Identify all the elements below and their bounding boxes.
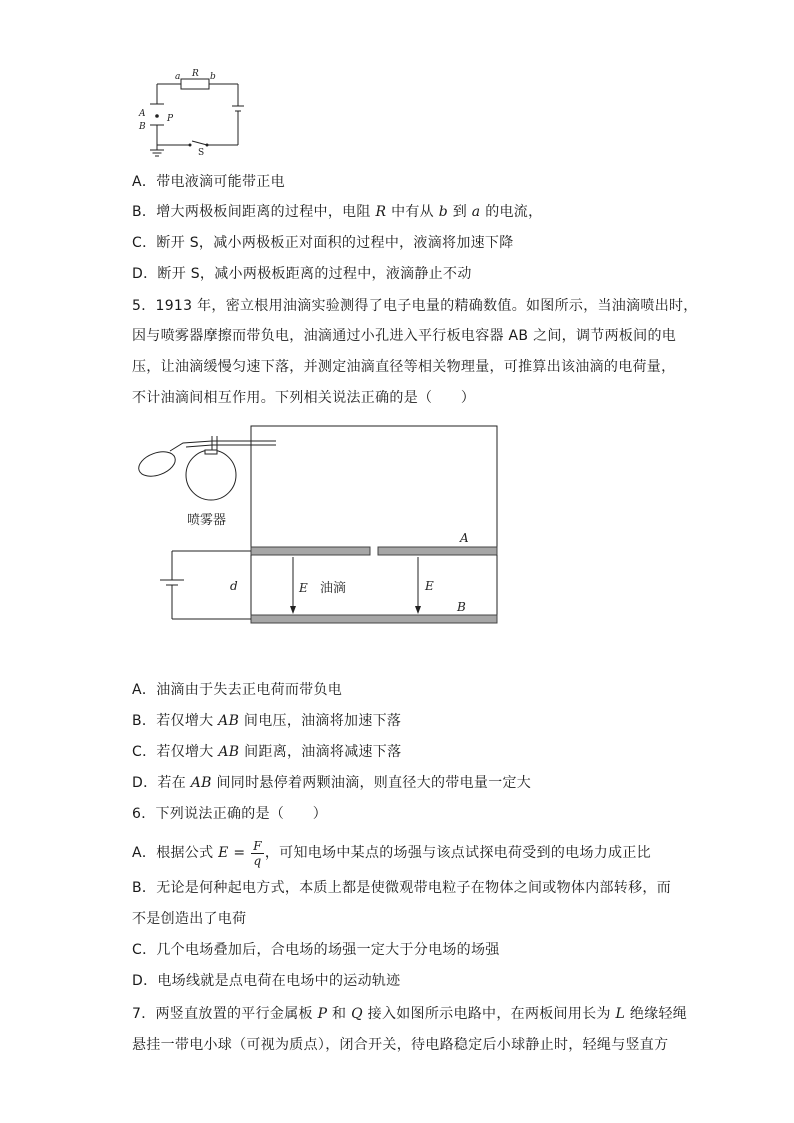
sprayer-label: 喷雾器: [187, 513, 227, 528]
q5-stem-line-4: 不计油滴间相互作用。下列相关说法正确的是（ ）: [132, 390, 476, 406]
q6-option-c: C．几个电场叠加后，合电场的场强一定大于分电场的场强: [132, 942, 500, 958]
field-E-left: E: [299, 581, 308, 595]
q5-option-d: D．若在 AB 间同时悬停着两颗油滴，则直径大的带电量一定大: [132, 775, 532, 791]
sprayer-flask: [186, 450, 236, 500]
q5-option-c: C．若仅增大 AB 间距离，油滴将减速下落: [132, 744, 402, 760]
formula-fraction: $\frac{F}{q}$: [253, 838, 262, 868]
sprayer-bulb: [135, 447, 178, 481]
q4-option-d: D．断开 S，减小两极板距离的过程中，液滴静止不动: [132, 266, 472, 282]
q6-option-a: A．根据公式 E = $\frac{F}{q}$ ，可知电场中某点的场强与该点试探电荷受到的电场力成正比: [132, 838, 651, 868]
q7-stem-line-1: 7．两竖直放置的平行金属板 P 和 Q 接入如图所示电路中，在两板间用长为 L 绝缘轻绳: [132, 1006, 688, 1022]
label-A: A: [139, 109, 146, 119]
q5-stem-line-3: 压，让油滴缓慢匀速下落，并测定油滴直径等相关物理量，可推算出该油滴的电荷量，: [132, 359, 676, 375]
q4-option-a: A．带电液滴可能带正电: [132, 174, 285, 190]
q4-option-c: C．断开 S，减小两极板正对面积的过程中，液滴将加速下降: [132, 235, 514, 251]
plate-B: [251, 615, 497, 623]
q6-option-d: D．电场线就是点电荷在电场中的运动轨迹: [132, 973, 401, 989]
q7-stem-line-2: 悬挂一带电小球（可视为质点），闭合开关，待电路稳定后小球静止时，轻绳与竖直方: [132, 1037, 669, 1053]
label-B: B: [139, 122, 146, 132]
plate-B-label: B: [457, 600, 466, 614]
label-P: P: [167, 114, 174, 124]
d-label: d: [230, 579, 238, 593]
q6-option-b-line-1: B．无论是何种起电方式，本质上都是使微观带电粒子在物体之间或物体内部转移，而: [132, 880, 672, 896]
q5-stem-line-1: 5．1913 年，密立根用油滴实验测得了电子电量的精确数值。如图所示，当油滴喷出时，: [132, 298, 698, 314]
resistor-R: [181, 79, 209, 89]
field-E-right: E: [425, 579, 434, 593]
label-R: R: [192, 69, 199, 79]
chamber-box: [251, 426, 497, 619]
q4-option-b: B．增大两极板间距离的过程中，电阻 R 中有从 b 到 a 的电流，: [132, 204, 543, 220]
label-b: b: [210, 72, 216, 82]
droplet-P: [155, 114, 159, 118]
q5-stem-line-2: 因与喷雾器摩擦而带负电，油滴通过小孔进入平行板电容器 AB 之间，调节两板间的电: [132, 328, 677, 344]
q5-option-a: A．油滴由于失去正电荷而带负电: [132, 682, 343, 698]
q6-option-b-line-2: 不是创造出了电荷: [132, 911, 247, 927]
plate-A-left: [251, 547, 370, 555]
q5-option-b: B．若仅增大 AB 间电压，油滴将加速下落: [132, 713, 402, 729]
label-a: a: [175, 72, 181, 82]
switch-S: [192, 141, 207, 145]
plate-A-label: A: [460, 531, 469, 545]
plate-A-right: [378, 547, 497, 555]
drop-label: 油滴: [320, 581, 347, 596]
q6-stem: 6．下列说法正确的是（ ）: [132, 806, 328, 822]
label-S: S: [198, 148, 205, 158]
